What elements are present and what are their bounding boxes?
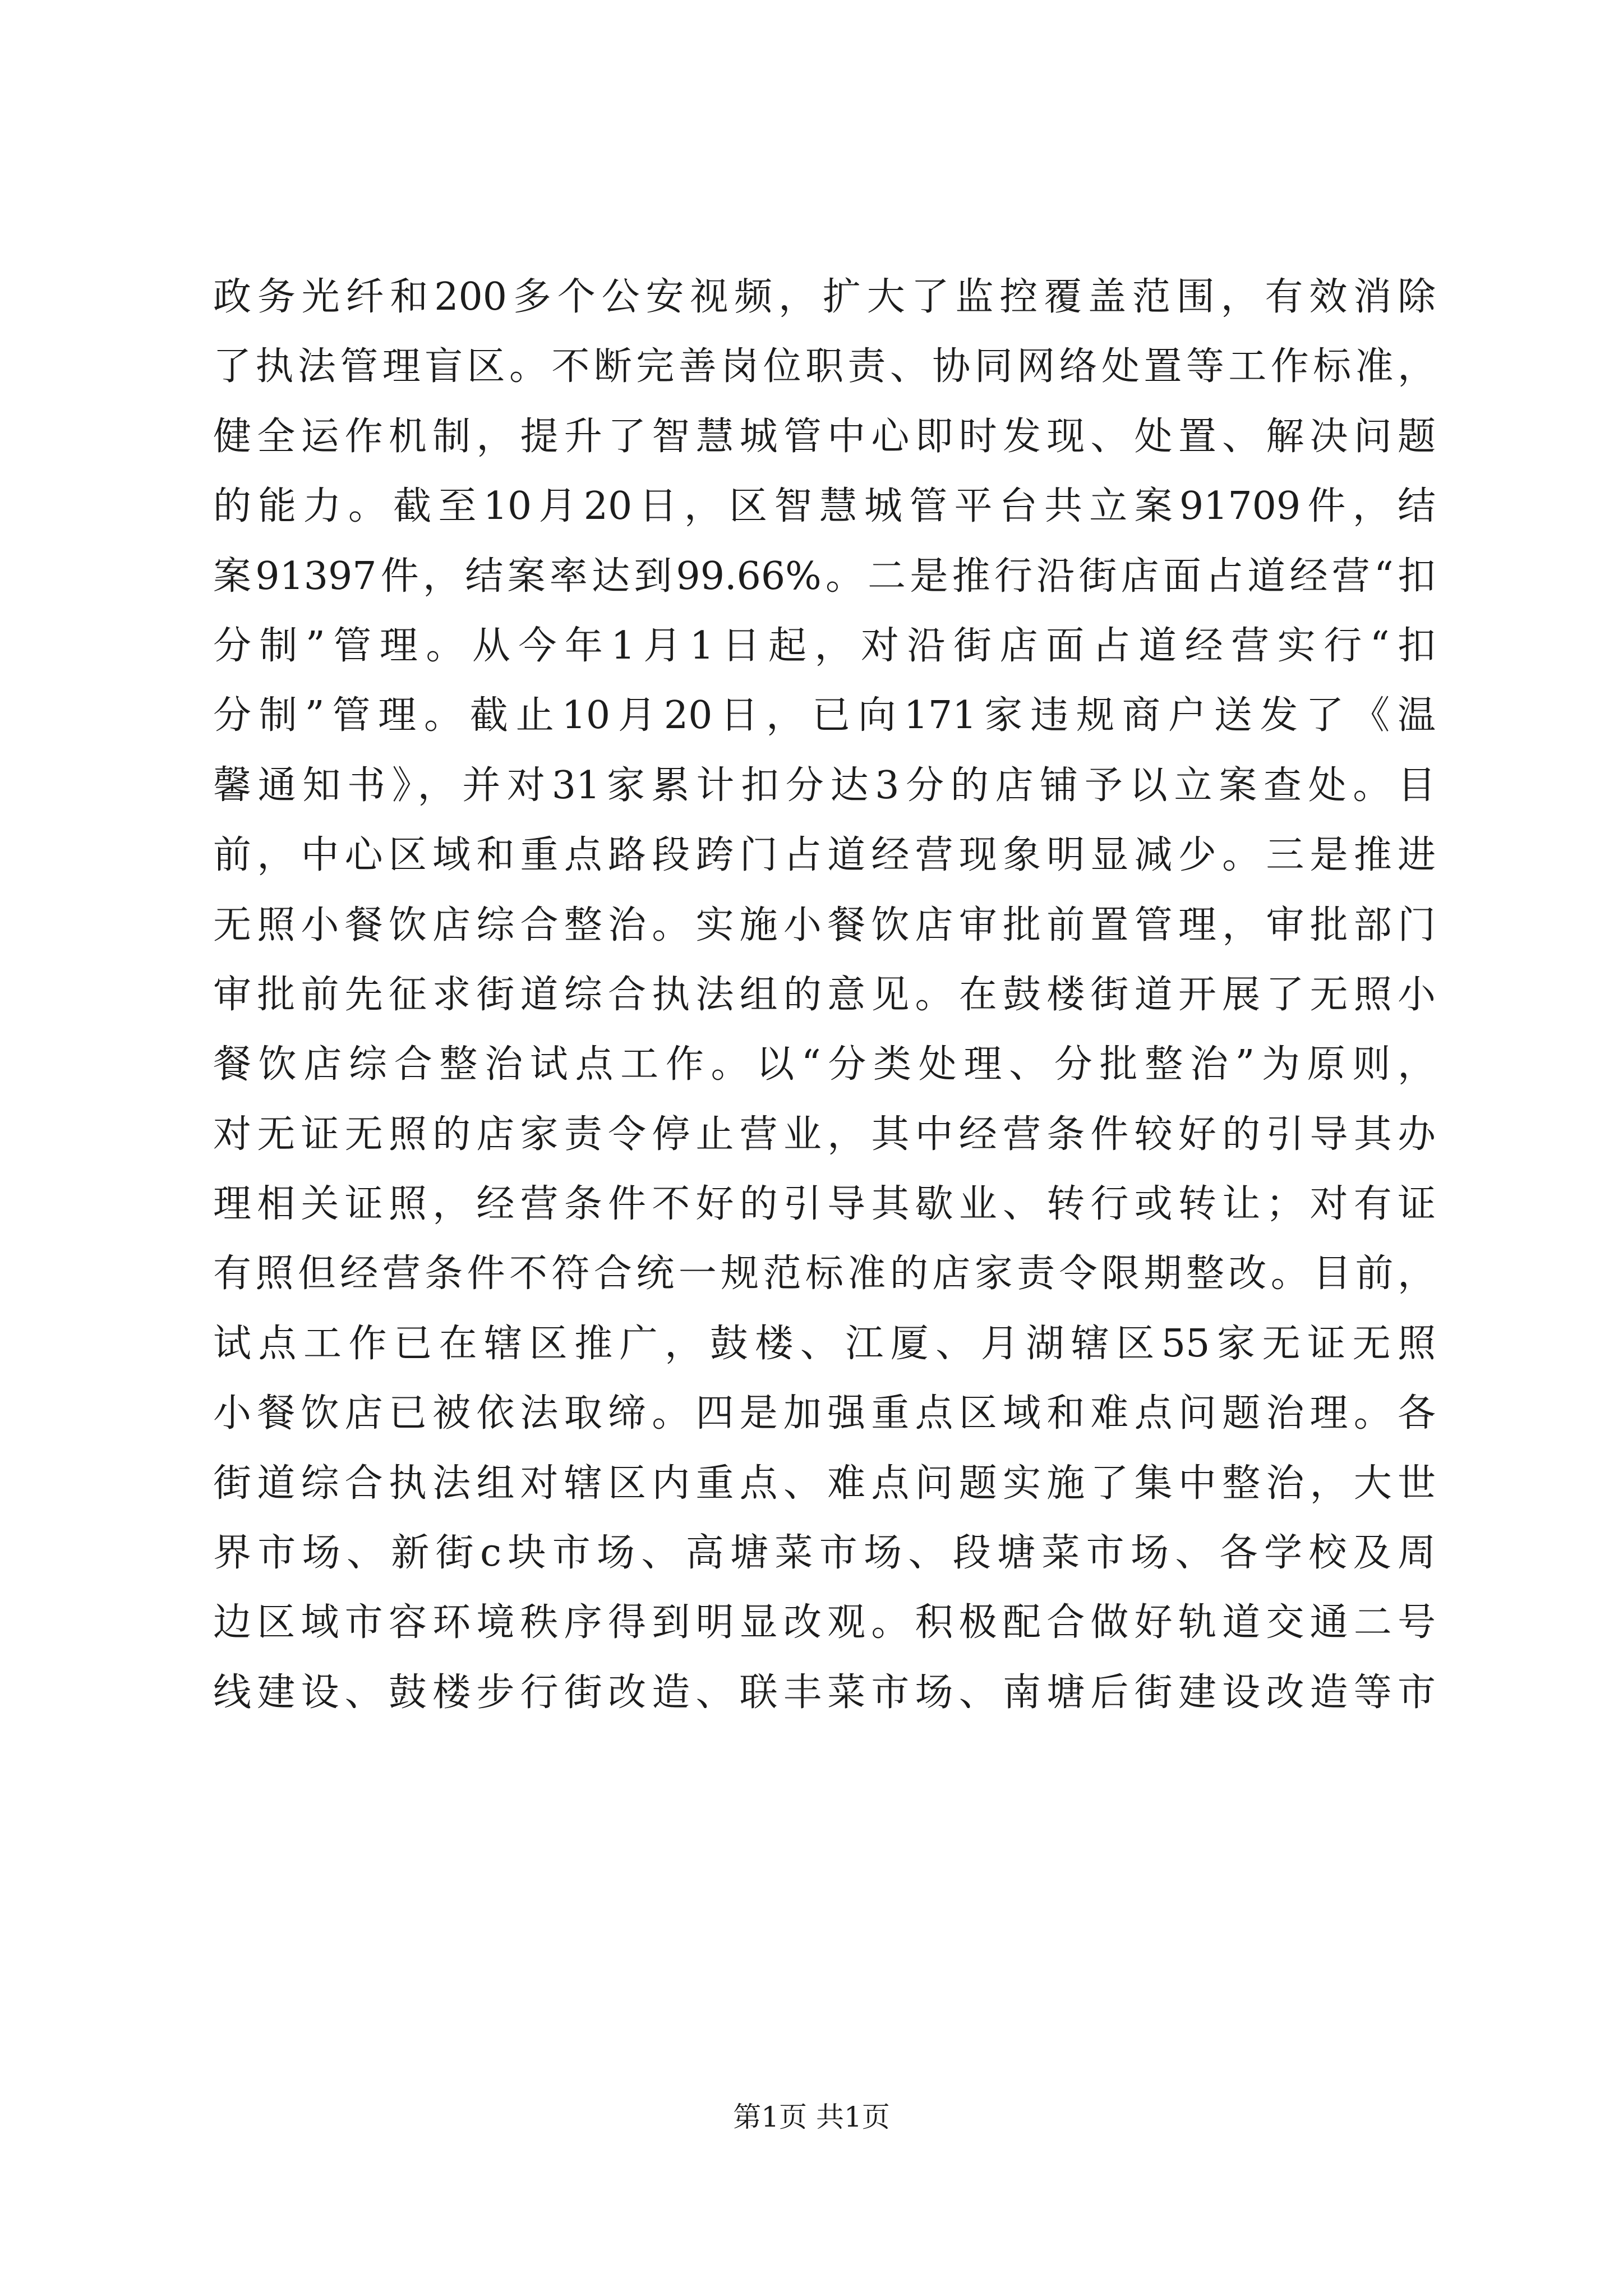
text-line: 案91397件，结案率达到99.66%。二是推行沿街店面占道经营“扣 — [213, 554, 1436, 599]
text-line: 小餐饮店已被依法取缔。四是加强重点区域和难点问题治理。各 — [213, 1391, 1436, 1436]
text-line: 餐饮店综合整治试点工作。以“分类处理、分批整治”为原则， — [213, 1042, 1436, 1087]
body-paragraph — [213, 263, 1436, 1728]
text-line: 政务光纤和200多个公安视频，扩大了监控覆盖范围，有效消除 — [213, 275, 1436, 319]
text-line: 的能力。截至10月20日，区智慧城管平台共立案91709件，结 — [213, 484, 1436, 529]
page-footer: 第1页 共1页 — [733, 2101, 890, 2133]
text-line: 对无证无照的店家责令停止营业，其中经营条件较好的引导其办 — [213, 1112, 1436, 1157]
text-line: 分制”管理。从今年1月1日起，对沿街店面占道经营实行“扣 — [213, 623, 1436, 668]
text-line: 了执法管理盲区。不断完善岗位职责、协同网络处置等工作标准， — [213, 344, 1436, 389]
text-line: 审批前先征求街道综合执法组的意见。在鼓楼街道开展了无照小 — [213, 972, 1436, 1017]
text-line: 街道综合执法组对辖区内重点、难点问题实施了集中整治，大世 — [213, 1461, 1436, 1506]
text-line: 无照小餐饮店综合整治。实施小餐饮店审批前置管理，审批部门 — [213, 903, 1436, 947]
text-line: 边区域市容环境秩序得到明显改观。积极配合做好轨道交通二号 — [213, 1600, 1436, 1645]
text-line: 界市场、新街c块市场、高塘菜市场、段塘菜市场、各学校及周 — [213, 1531, 1436, 1576]
text-line: 线建设、鼓楼步行街改造、联丰菜市场、南塘后街建设改造等市 — [213, 1670, 1436, 1715]
text-line: 理相关证照，经营条件不好的引导其歇业、转行或转让；对有证 — [213, 1182, 1436, 1227]
text-line: 馨通知书》，并对31家累计扣分达3分的店铺予以立案查处。目 — [213, 763, 1436, 808]
text-line: 前，中心区域和重点路段跨门占道经营现象明显减少。三是推进 — [213, 833, 1436, 878]
text-line: 试点工作已在辖区推广，鼓楼、江厦、月湖辖区55家无证无照 — [213, 1321, 1436, 1366]
text-line: 有照但经营条件不符合统一规范标准的店家责令限期整改。目前， — [213, 1251, 1436, 1296]
text-line: 分制”管理。截止10月20日，已向171家违规商户送发了《温 — [213, 693, 1436, 738]
text-line: 健全运作机制，提升了智慧城管中心即时发现、处置、解决问题 — [213, 414, 1436, 459]
